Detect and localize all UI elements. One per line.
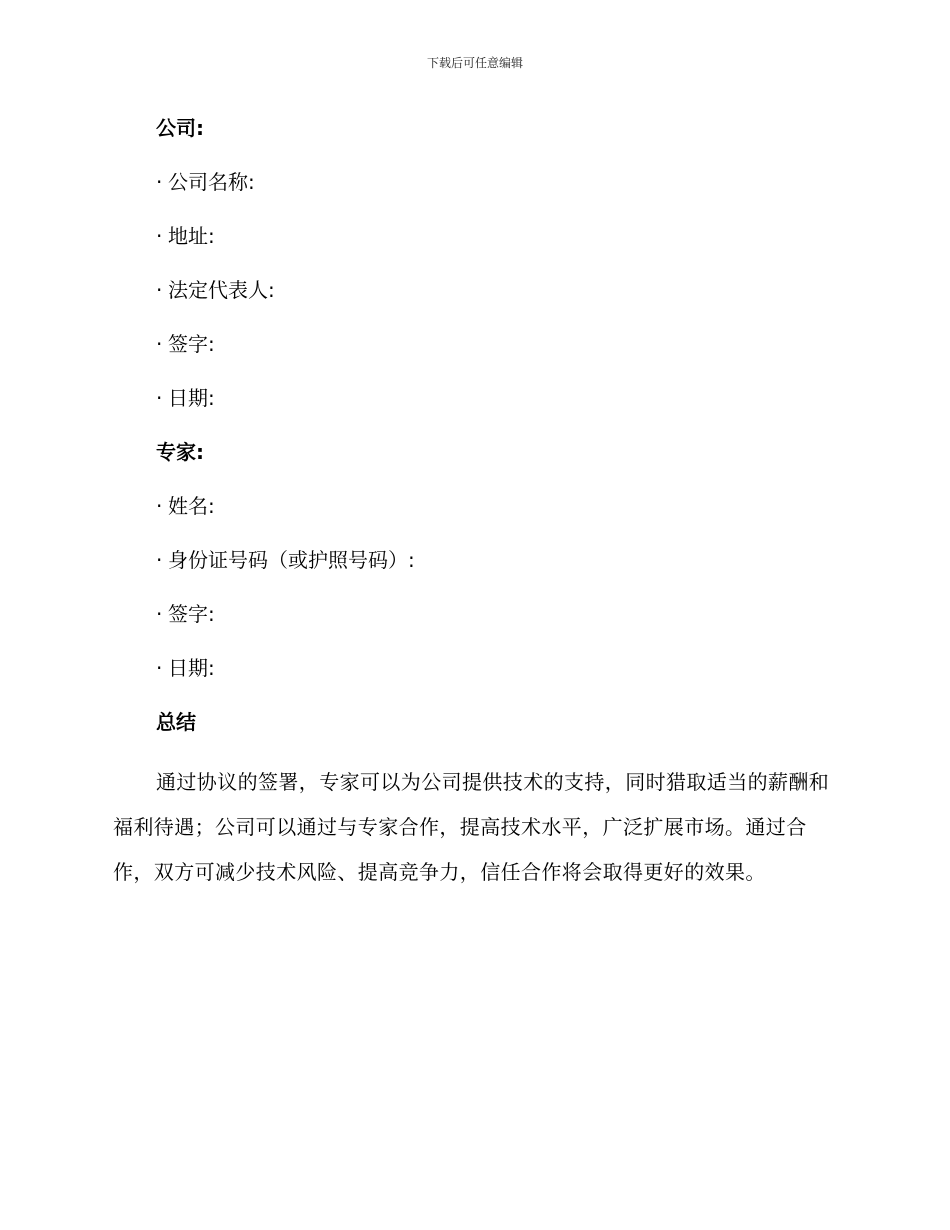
company-address-field	[113, 216, 833, 270]
document-body	[113, 108, 833, 895]
expert-signature-field	[113, 594, 833, 648]
summary-heading: 总结	[156, 710, 196, 734]
company-signature-field	[113, 324, 833, 378]
expert-id-field	[113, 540, 833, 594]
bullet: ·	[156, 332, 163, 356]
header-note: 下载后可任意编辑	[426, 56, 523, 70]
bullet: ·	[156, 656, 163, 680]
field-label: 日期:	[168, 386, 215, 410]
summary-paragraph: 通过协议的签署，专家可以为公司提供技术的支持，同时猎取适当的薪酬和福利待遇；公司可以通过与专家合作，提高技术水平，广泛扩展市场。通过合作，双方可减少技术风险、提高竞争力，信任合作将会取得更好的效果。	[113, 770, 830, 884]
bullet: ·	[156, 224, 163, 248]
field-label: 签字:	[168, 602, 215, 626]
field-label: 法定代表人:	[168, 278, 275, 302]
field-label: 地址:	[168, 224, 215, 248]
company-date-field	[113, 378, 833, 432]
expert-heading: 专家:	[156, 440, 204, 464]
field-label: 签字:	[168, 332, 215, 356]
expert-date-field	[113, 648, 833, 702]
company-legal-rep-field	[113, 270, 833, 324]
bullet: ·	[156, 494, 163, 518]
field-label: 公司名称:	[168, 170, 255, 194]
field-label: 日期:	[168, 656, 215, 680]
bullet: ·	[156, 278, 163, 302]
bullet: ·	[156, 548, 163, 572]
field-label: 姓名:	[168, 494, 215, 518]
company-name-field	[113, 162, 833, 216]
expert-name-field	[113, 486, 833, 540]
field-label: 身份证号码（或护照号码）:	[168, 548, 415, 572]
bullet: ·	[156, 386, 163, 410]
bullet: ·	[156, 170, 163, 194]
company-heading: 公司:	[156, 116, 204, 140]
bullet: ·	[156, 602, 163, 626]
